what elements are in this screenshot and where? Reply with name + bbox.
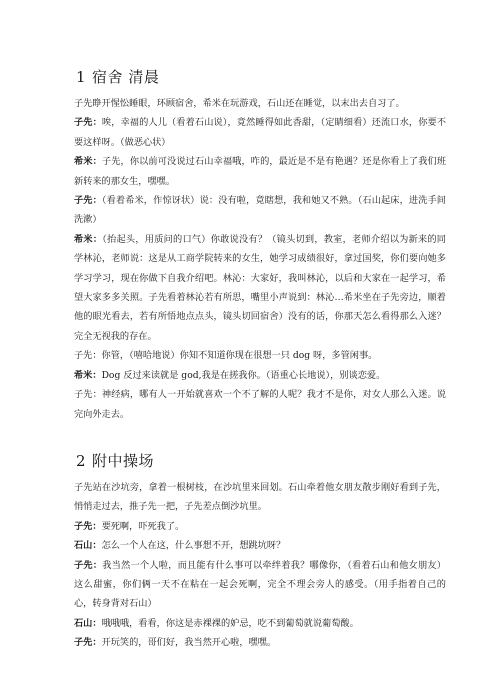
dialogue-paragraph bbox=[74, 614, 446, 633]
dialogue-text: 子先：神经病，哪有人一开始就喜欢一个不了解的人呢？我才不是你，对女人那么入迷。说完向外走去。 bbox=[74, 389, 446, 420]
dialogue-paragraph bbox=[74, 94, 446, 113]
sections-container bbox=[74, 66, 446, 653]
dialogue-paragraph bbox=[74, 517, 446, 536]
speaker-label: 希米： bbox=[74, 156, 102, 168]
speaker-label: 石山： bbox=[74, 617, 102, 629]
dialogue-paragraph bbox=[74, 346, 446, 365]
dialogue-text: 怎么一个人在这，什么事想不开，想跳坑呀？ bbox=[101, 540, 286, 552]
section-title: 附中操场 bbox=[92, 451, 155, 470]
dialogue-paragraph bbox=[74, 536, 446, 555]
section bbox=[74, 66, 446, 424]
section-number: 2 bbox=[76, 451, 87, 470]
section bbox=[74, 450, 446, 653]
speaker-label: 石山： bbox=[74, 540, 102, 552]
speaker-label: 子先： bbox=[74, 117, 102, 129]
dialogue-text: 子先站在沙坑旁，拿着一根树枝，在沙坑里来回划。石山牵着他女朋友散步刚好看到子先，悄悄走过去，推子先一把，子先差点倒沙坑里。 bbox=[74, 481, 446, 513]
dialogue-text: 我当然一个人啦，而且能有什么事可以牵绊着我？哪像你，（看着石山和他女朋友）这么甜蜜，你们俩一天不在粘在一起会死啊，完全不理会旁人的感受。（用手指着自己的心，转身背对石山） bbox=[74, 559, 446, 610]
dialogue-text: 子先，你以前可没说过石山幸福哦，咋的，最近是不是有艳遇？还是你看上了我们班新转来的那女生，嘿嘿。 bbox=[74, 156, 447, 187]
dialogue-paragraph bbox=[74, 152, 446, 191]
dialogue-paragraph bbox=[74, 113, 446, 152]
dialogue-text: Dog 反过来读就是 god,我是在搓我你。（语重心长地说），别谈恋爱。 bbox=[101, 369, 386, 381]
speaker-label: 子先： bbox=[74, 520, 102, 532]
dialogue-paragraph bbox=[74, 556, 446, 614]
dialogue-paragraph bbox=[74, 385, 446, 424]
section-heading bbox=[76, 450, 446, 472]
script-content bbox=[74, 66, 446, 653]
dialogue-paragraph bbox=[74, 230, 446, 346]
section-heading bbox=[76, 66, 446, 88]
dialogue-paragraph bbox=[74, 366, 446, 385]
dialogue-text: 子先睁开惺忪睡眼，环顾宿舍，希米在玩游戏，石山还在睡觉，以末出去自习了。 bbox=[74, 98, 405, 109]
speaker-label: 子先： bbox=[74, 195, 102, 207]
section-title: 宿舍 清晨 bbox=[92, 68, 160, 86]
dialogue-paragraph bbox=[74, 478, 446, 517]
section-number: 1 bbox=[76, 68, 87, 86]
speaker-label: 子先： bbox=[74, 559, 103, 571]
dialogue-text: 要死啊，吓死我了。 bbox=[101, 520, 185, 532]
dialogue-text: 唉，幸福的人儿（看着石山说），竟然睡得如此香甜，（定睛细看）还流口水，你要不要这样呀。（做恶心状） bbox=[74, 117, 446, 148]
dialogue-text: 开玩笑的，哥们好，我当然开心啦，嘿嘿。 bbox=[101, 637, 277, 649]
speaker-label: 希米： bbox=[74, 233, 103, 245]
dialogue-paragraph bbox=[74, 633, 446, 652]
dialogue-text: （抬起头，用质问的口气）你敢说没有？（镜头切到，教室，老师介绍以为新来的同学林沁，老师说：这是从工商学院转来的女生，她学习成绩很好，拿过国奖，你们要向她多学习学习，现在你做下自我介绍吧。林沁：大家好，我叫林沁，以后和大家在一起学习，希望大家多多关照。子先看着林沁若有所思，嘴里小声说到：林沁…希米坐在子先旁边，顺着他的眼光看去，若有所悟地点点头，镜头切回宿舍）没有的话，你那天怎么看得那么入迷？完全无视我的存在。 bbox=[74, 233, 446, 342]
speaker-label: 子先： bbox=[74, 637, 102, 649]
dialogue-text: 哦哦哦，看看，你这是赤裸裸的妒忌，吃不到葡萄就说葡萄酸。 bbox=[101, 617, 359, 629]
dialogue-paragraph bbox=[74, 191, 446, 230]
dialogue-text: 子先：你管，（嘻哈地说）你知不知道你现在很想一只 dog 呀，多管闲事。 bbox=[74, 350, 378, 362]
dialogue-text: （看着希米，作惊讶状）说：没有啦，竟瞎想，我和她又不熟。（石山起床，进洗手间洗漱） bbox=[74, 195, 446, 226]
speaker-label: 希米： bbox=[74, 369, 102, 381]
